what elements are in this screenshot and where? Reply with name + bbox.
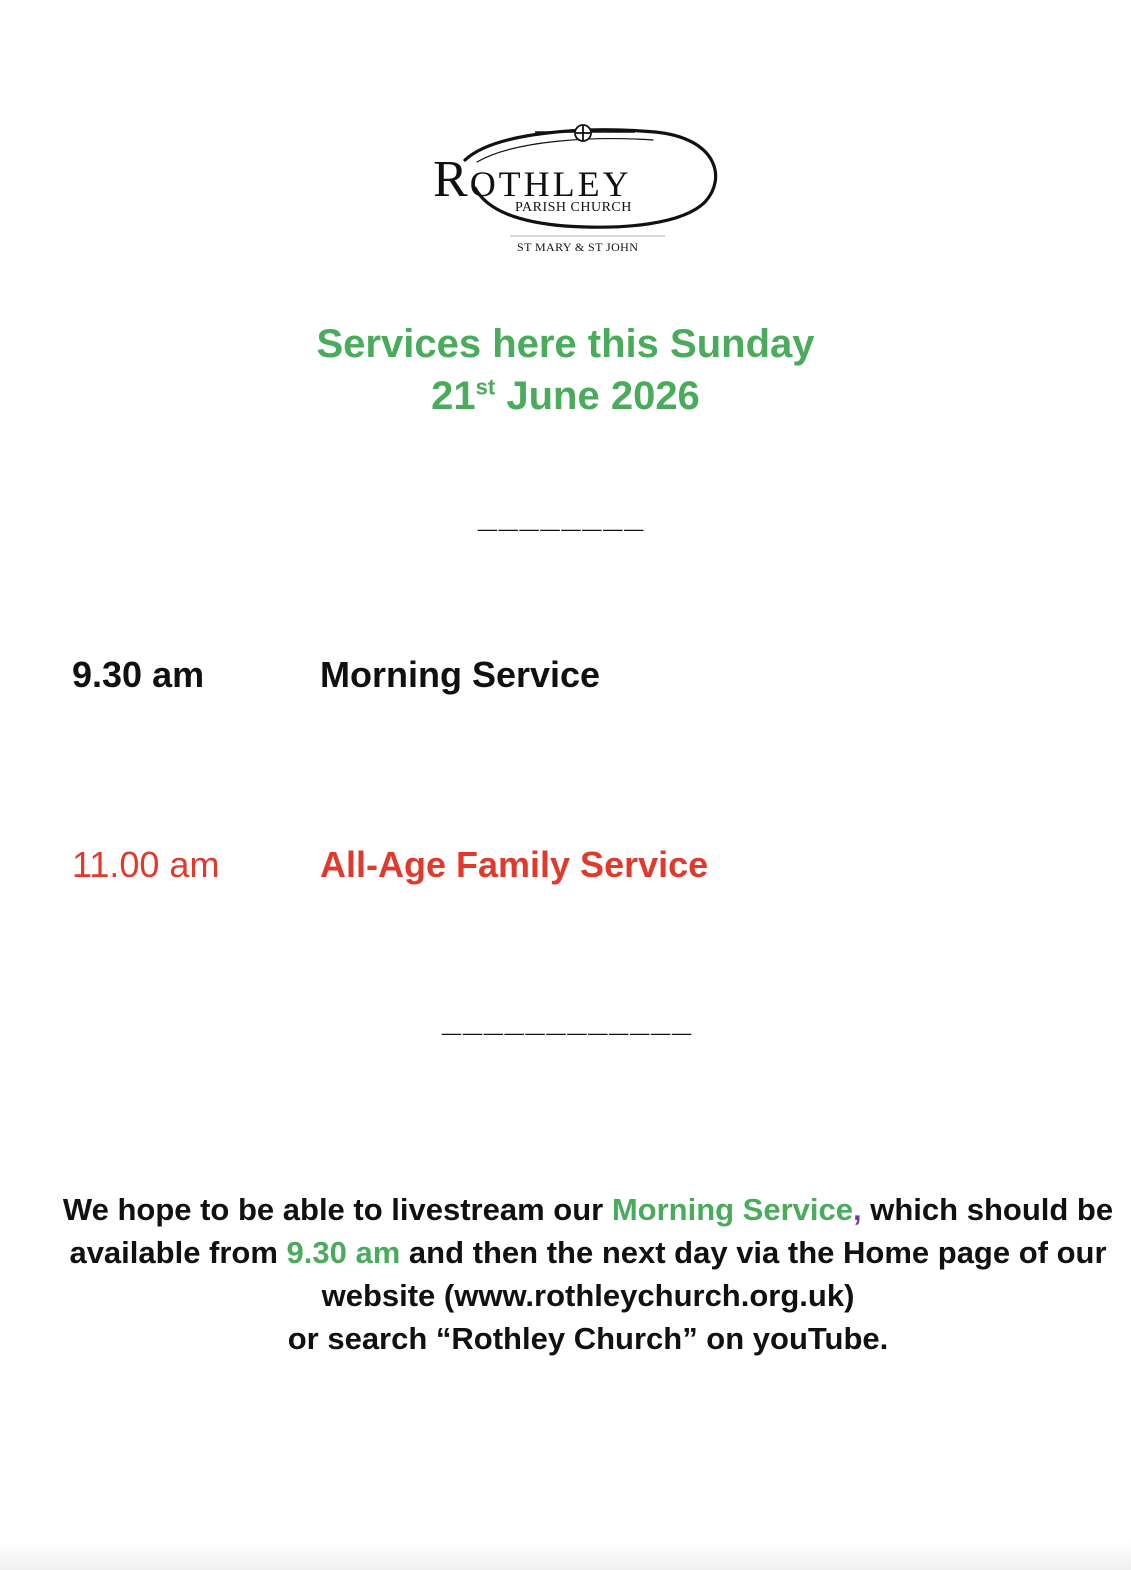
date-day: 21 [431,374,476,418]
separator-top: ________ [477,497,646,535]
notice-comma: , [853,1192,862,1227]
notice-text: which should be available from [69,1192,1114,1270]
heading-line-1: Services here this Sunday [316,322,815,366]
heading-date [0,370,1131,422]
service-time: 9.30 am [72,654,205,695]
livestream-notice [60,1188,1116,1360]
logo-word-rest: OTHLEY [469,164,632,204]
service-name: All-Age Family Service [320,844,709,885]
date-rest: June 2026 [495,374,700,418]
page-heading [0,318,1131,422]
notice-text: and then the next day via the Home page of our website (www.rothleychurch.org.uk) [321,1235,1107,1313]
logo-initial: R [433,151,470,208]
page-bottom-shade [0,1540,1131,1570]
service-row [72,844,1072,894]
church-logo [425,118,725,263]
separator-bottom: ____________ [442,1001,693,1039]
logo-dedication: ST MARY & ST JOHN [517,240,639,254]
notice-youtube-line: or search “Rothley Church” on youTube. [287,1321,889,1356]
service-time: 11.00 am [72,844,220,885]
notice-service-highlight: Morning Service [611,1192,854,1227]
service-name: Morning Service [320,654,601,695]
date-suffix: st [475,374,496,400]
service-row [72,654,1072,704]
logo-subtitle: PARISH CHURCH [515,200,632,215]
notice-text: We hope to be able to livestream our [62,1192,612,1227]
cross-in-circle-icon [575,125,591,141]
notice-time-highlight: 9.30 am [286,1235,401,1270]
